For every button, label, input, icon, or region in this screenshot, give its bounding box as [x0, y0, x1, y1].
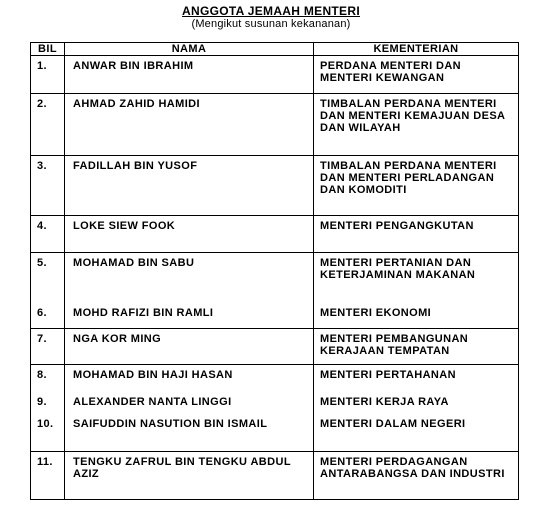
cell-kementerian: MENTERI PEMBANGUNAN KERAJAAN TEMPATAN — [314, 329, 519, 365]
table-row — [31, 414, 519, 452]
cell-kementerian: MENTERI KERJA RAYA — [314, 392, 519, 414]
cell-nama: MOHD RAFIZI BIN RAMLI — [65, 303, 314, 329]
cell-nama: TENGKU ZAFRUL BIN TENGKU ABDUL AZIZ — [65, 452, 314, 500]
column-header-kementerian: KEMENTERIAN — [314, 43, 519, 56]
table-header-row — [31, 43, 519, 56]
cell-kementerian — [314, 156, 519, 216]
cell-bil: 9. — [31, 392, 65, 414]
kementerian-text: TIMBALAN PERDANA MENTERI DAN MENTERI PERLADANGAN DAN KOMODITI — [320, 160, 497, 196]
table-row — [31, 392, 519, 414]
cell-nama: ALEXANDER NANTA LINGGI — [65, 392, 314, 414]
cell-bil: 4. — [31, 216, 65, 253]
cell-nama: NGA KOR MING — [65, 329, 314, 365]
cell-bil: 8. — [31, 365, 65, 392]
cell-kementerian: MENTERI DALAM NEGERI — [314, 414, 519, 452]
table-row — [31, 94, 519, 156]
cell-kementerian: TIMBALAN PERDANA MENTERI DAN MENTERI KEMAJUAN DESA DAN WILAYAH — [314, 94, 519, 156]
table-row — [31, 253, 519, 303]
cell-nama: SAIFUDDIN NASUTION BIN ISMAIL — [65, 414, 314, 452]
cell-bil: 10. — [31, 414, 65, 452]
cell-bil: 11. — [31, 452, 65, 500]
cell-nama: MOHAMAD BIN SABU — [65, 253, 314, 303]
minister-table — [30, 42, 519, 500]
table-row — [31, 216, 519, 253]
cell-bil: 6. — [31, 303, 65, 329]
column-header-bil: BIL — [31, 43, 65, 56]
cell-nama: ANWAR BIN IBRAHIM — [65, 56, 314, 94]
cell-bil: 3. — [31, 156, 65, 216]
cell-kementerian: PERDANA MENTERI DAN MENTERI KEWANGAN — [314, 56, 519, 94]
table-row — [31, 303, 519, 329]
page-title: ANGGOTA JEMAAH MENTERI — [182, 4, 360, 18]
cell-nama: AHMAD ZAHID HAMIDI — [65, 94, 314, 156]
cell-kementerian: MENTERI PERTAHANAN — [314, 365, 519, 392]
cell-kementerian: MENTERI PERTANIAN DAN KETERJAMINAN MAKANAN — [314, 253, 519, 303]
table-row — [31, 156, 519, 216]
column-header-nama: NAMA — [65, 43, 314, 56]
cell-bil: 2. — [31, 94, 65, 156]
cell-bil: 1. — [31, 56, 65, 94]
cell-bil: 5. — [31, 253, 65, 303]
cell-kementerian: MENTERI PENGANGKUTAN — [314, 216, 519, 253]
page-subtitle: (Mengikut susunan kekananan) — [191, 18, 351, 30]
cell-nama: MOHAMAD BIN HAJI HASAN — [65, 365, 314, 392]
cell-nama: LOKE SIEW FOOK — [65, 216, 314, 253]
cell-bil: 7. — [31, 329, 65, 365]
cell-nama: FADILLAH BIN YUSOF — [65, 156, 314, 216]
cell-kementerian: MENTERI PERDAGANGAN ANTARABANGSA DAN INDUSTRI — [314, 452, 519, 500]
cell-kementerian: MENTERI EKONOMI — [314, 303, 519, 329]
table-row — [31, 365, 519, 392]
table-row — [31, 329, 519, 365]
table-row — [31, 56, 519, 94]
table-row — [31, 452, 519, 500]
